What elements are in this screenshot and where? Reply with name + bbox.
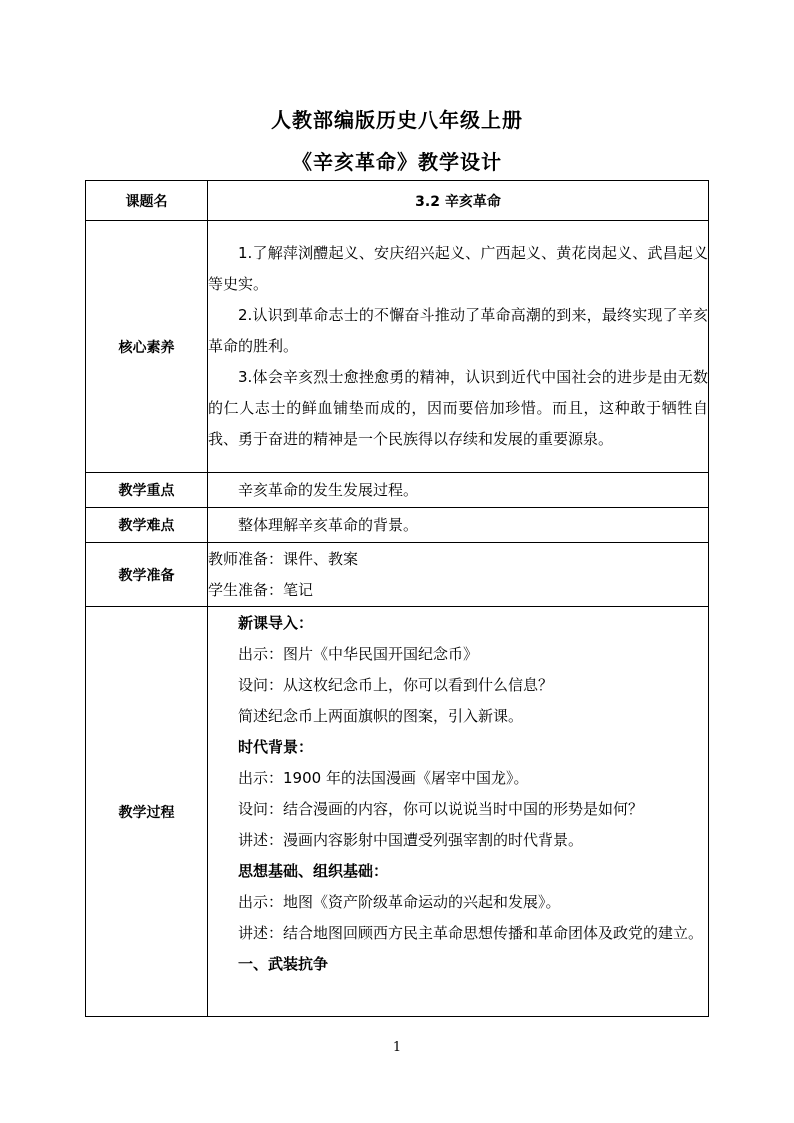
page-number: 1: [392, 1040, 402, 1055]
preparation-label: 教学准备: [86, 543, 208, 607]
document-subtitle: 《辛亥革命》教学设计: [292, 150, 502, 174]
process-label: 教学过程: [86, 607, 208, 1017]
literacy-label: 核心素养: [86, 221, 208, 473]
table-row-topic: [86, 181, 709, 221]
literacy-item: 2.认识到革命志士的不懈奋斗推动了革命高潮的到来，最终实现了辛亥革命的胜利。: [208, 306, 708, 355]
process-line: 出示：1900 年的法国漫画《屠宰中国龙》。: [238, 769, 529, 787]
lesson-plan-table: [85, 180, 709, 1017]
process-line: 讲述：漫画内容影射中国遭受列强宰割的时代背景。: [238, 831, 584, 849]
process-line: 思想基础、组织基础：: [238, 862, 389, 880]
student-preparation: 学生准备：笔记: [208, 580, 314, 599]
process-line: 出示：图片《中华民国开国纪念币》: [238, 645, 479, 663]
table-row-process: [86, 607, 709, 1017]
process-line: 新课导入：: [238, 614, 314, 632]
document-title: 人教部编版历史八年级上册: [271, 108, 523, 132]
process-line: 设问：结合漫画的内容，你可以说说当时中国的形势是如何？: [238, 800, 644, 818]
literacy-item: 1.了解萍浏醴起义、安庆绍兴起义、广西起义、黄花岗起义、武昌起义等史实。: [208, 244, 708, 293]
process-line: 简述纪念币上两面旗帜的图案，引入新课。: [238, 707, 524, 725]
process-content: [208, 607, 709, 1017]
key-point-label: 教学重点: [86, 473, 208, 508]
literacy-item: 3.体会辛亥烈士愈挫愈勇的精神，认识到近代中国社会的进步是由无数的仁人志士的鲜血铺垫而成的，因而要倍加珍惜。而且，这种敢于牺牲自我、勇于奋进的精神是一个民族得以存续和发展的重要源泉。: [208, 368, 708, 448]
process-line: 时代背景：: [238, 738, 314, 756]
table-row-preparation: [86, 543, 709, 607]
difficulty-value: 整体理解辛亥革命的背景。: [238, 515, 419, 534]
table-row-difficulty: [86, 508, 709, 543]
process-line: 讲述：结合地图回顾西方民主革命思想传播和革命团体及政党的建立。: [238, 924, 704, 942]
process-line: 一、武装抗争: [238, 955, 329, 973]
teacher-preparation: 教师准备：课件、教案: [208, 549, 359, 568]
process-line: 设问：从这枚纪念币上，你可以看到什么信息？: [238, 676, 554, 694]
table-row-literacy: [86, 221, 709, 473]
difficulty-label: 教学难点: [86, 508, 208, 543]
process-line: 出示：地图《资产阶级革命运动的兴起和发展》。: [238, 893, 561, 911]
topic-value: 3.2 辛亥革命: [208, 181, 709, 221]
table-row-key-point: [86, 473, 709, 508]
literacy-content: [208, 221, 709, 473]
topic-label: 课题名: [86, 181, 208, 221]
key-point-value: 辛亥革命的发生发展过程。: [238, 480, 419, 499]
